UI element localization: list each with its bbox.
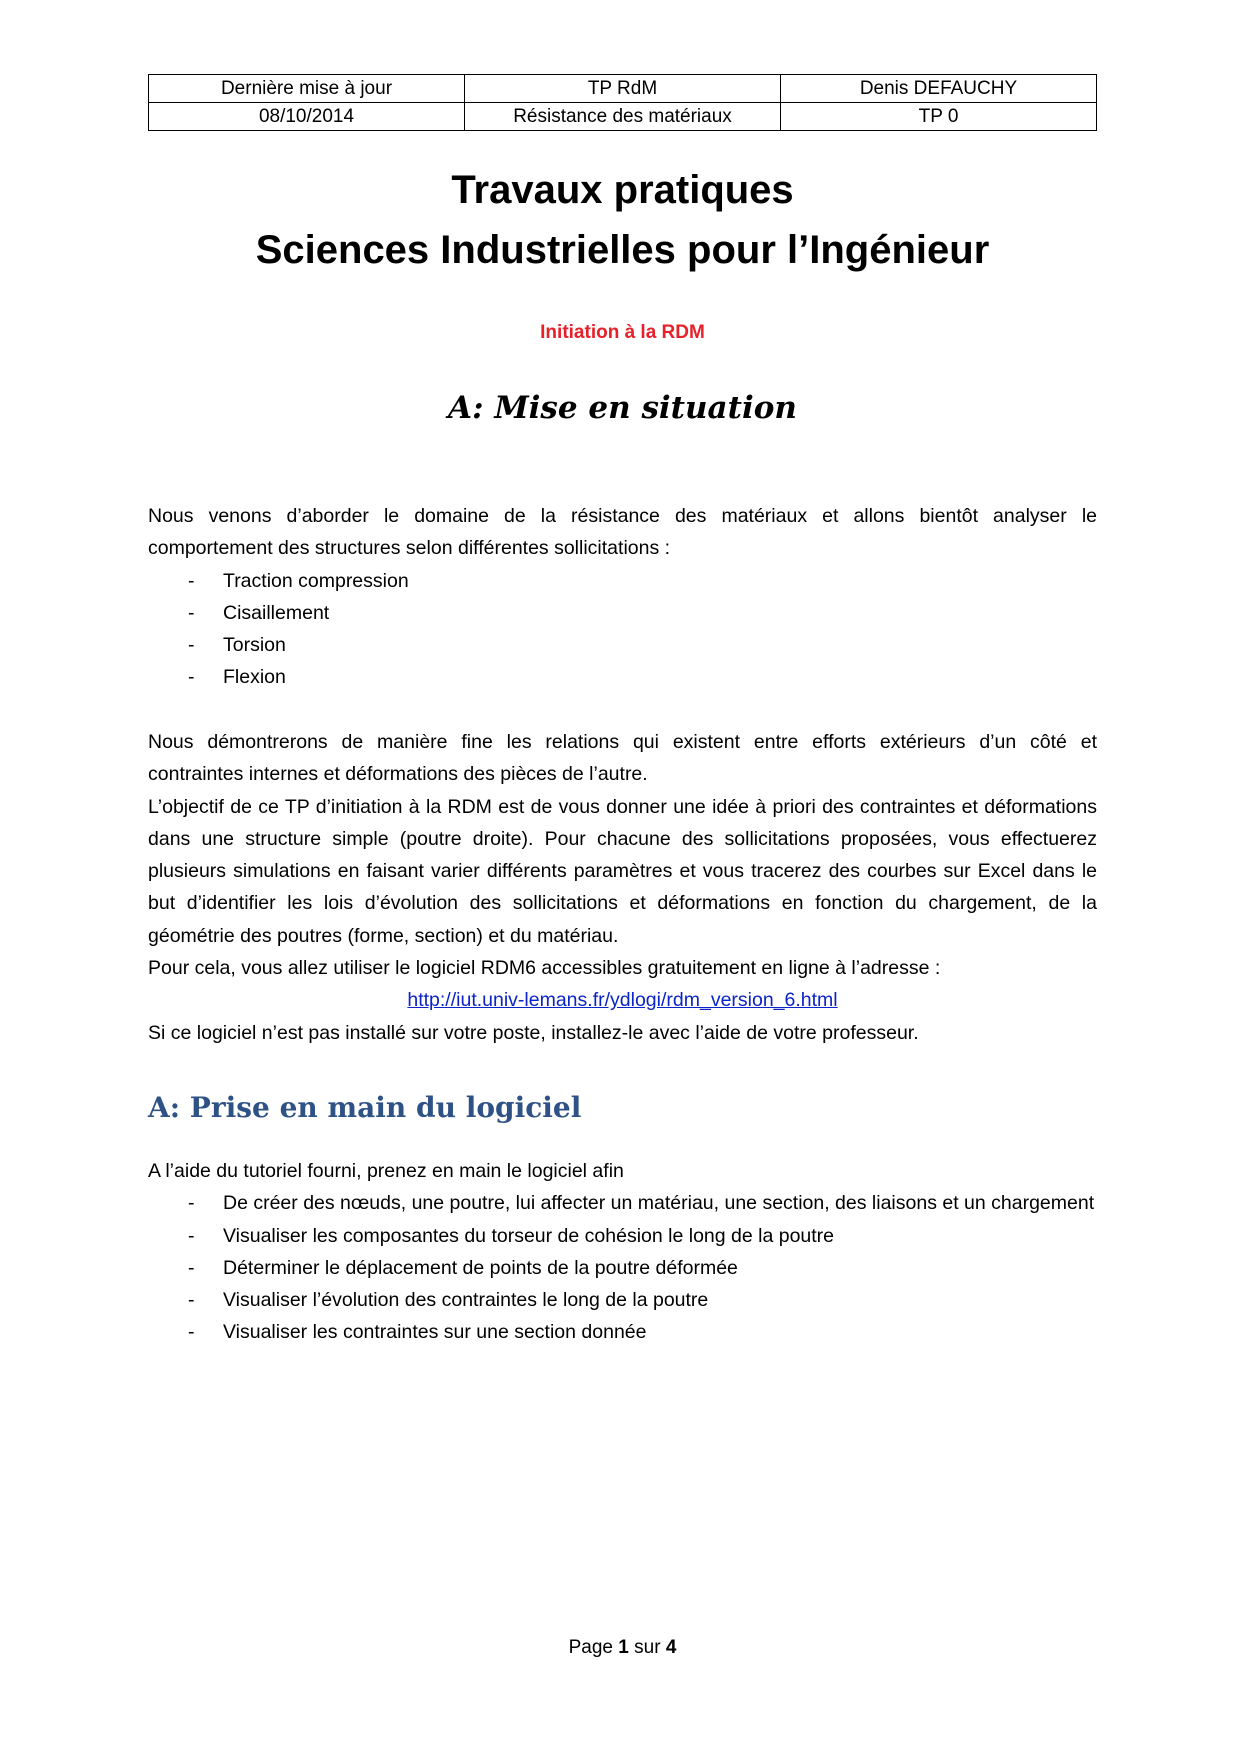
intro-paragraph bbox=[148, 500, 1097, 694]
footer-page-label: Page bbox=[568, 1637, 613, 1658]
paragraph-1-line-2: contraintes internes et déformations des pièces de l’autre. bbox=[148, 763, 648, 786]
list-item: - De créer des nœuds, une poutre, lui affecter un matériau, une section, des liaisons et un chargement bbox=[148, 1187, 1097, 1219]
link-line bbox=[148, 984, 1097, 1016]
list-dash: - bbox=[188, 1256, 195, 1279]
list-dash: - bbox=[188, 569, 195, 592]
footer-total-pages: 4 bbox=[665, 1637, 677, 1658]
section-heading-prise-en-main: A: Prise en main du logiciel bbox=[148, 1091, 582, 1124]
list-item: - Torsion bbox=[148, 629, 1097, 661]
section-b-content bbox=[148, 1155, 1097, 1349]
header-cell-last-update-label: Dernière mise à jour bbox=[149, 75, 465, 103]
header-cell-author: Denis DEFAUCHY bbox=[781, 75, 1097, 103]
list-dash: - bbox=[188, 666, 195, 689]
intro-line-2: comportement des structures selon différentes sollicitations : bbox=[148, 537, 671, 560]
paragraph-1-line-1: Nous démontrerons de manière fine les relations qui existent entre efforts extérieurs d’un côté et bbox=[148, 731, 1097, 753]
header-table bbox=[148, 74, 1097, 131]
intro-line-1: Nous venons d’aborder le domaine de la résistance des matériaux et allons bientôt analyser le bbox=[148, 505, 1097, 527]
section-heading-mise-en-situation: A: Mise en situation bbox=[448, 390, 797, 426]
list-dash: - bbox=[188, 634, 195, 657]
list-dash: - bbox=[188, 601, 195, 624]
list-dash: - bbox=[188, 1192, 195, 1215]
paragraph-3: Pour cela, vous allez utiliser le logiciel RDM6 accessibles gratuitement en ligne à l’adresse : bbox=[148, 957, 941, 980]
header-row bbox=[149, 103, 1097, 131]
header-row bbox=[149, 75, 1097, 103]
page-title-line2: Sciences Industrielles pour l’Ingénieur bbox=[255, 228, 990, 272]
subtitle: Initiation à la RDM bbox=[540, 322, 705, 343]
list-item: - Visualiser les contraintes sur une section donnée bbox=[148, 1316, 1097, 1348]
page-title-line1: Travaux pratiques bbox=[451, 168, 794, 212]
list-item: - Cisaillement bbox=[148, 597, 1097, 629]
section-b-intro: A l’aide du tutoriel fourni, prenez en main le logiciel afin bbox=[148, 1160, 624, 1182]
paragraph-4: Si ce logiciel n’est pas installé sur votre poste, installez-le avec l’aide de votre professeur. bbox=[148, 1021, 919, 1044]
page-footer bbox=[148, 1637, 1097, 1659]
header-cell-tp-number: TP 0 bbox=[781, 103, 1097, 131]
list-item: - Flexion bbox=[148, 661, 1097, 693]
header-cell-subject: Résistance des matériaux bbox=[465, 103, 781, 131]
body-paragraphs bbox=[148, 726, 1097, 1049]
list-item: - Déterminer le déplacement de points de la poutre déformée bbox=[148, 1252, 1097, 1284]
task-list bbox=[148, 1187, 1097, 1348]
list-dash: - bbox=[188, 1224, 195, 1247]
footer-current-page: 1 bbox=[618, 1637, 629, 1658]
paragraph-2: L’objectif de ce TP d’initiation à la RDM est de vous donner une idée à priori des contraintes et déformations dans une structure simple (poutre droite). Pour chacune des sollicitations proposées, vous effectuerez plusieurs simulations en faisant varier différents paramètres et vous tracerez des courbes sur Excel dans le but d’identifier les lois d’évolution des sollicitations et déformations en fonction du chargement, de la géométrie des poutres (forme, section) et du matériau. bbox=[148, 795, 1097, 947]
header-cell-date: 08/10/2014 bbox=[149, 103, 465, 131]
rdm6-download-link[interactable]: http://iut.univ-lemans.fr/ydlogi/rdm_version_6.html bbox=[407, 989, 838, 1012]
footer-sur-label: sur bbox=[634, 1637, 661, 1658]
list-item: - Traction compression bbox=[148, 565, 1097, 597]
solicitation-list bbox=[148, 565, 1097, 694]
header-cell-course: TP RdM bbox=[465, 75, 781, 103]
list-dash: - bbox=[188, 1321, 195, 1344]
list-item: - Visualiser l’évolution des contraintes le long de la poutre bbox=[148, 1284, 1097, 1316]
list-item: - Visualiser les composantes du torseur de cohésion le long de la poutre bbox=[148, 1220, 1097, 1252]
list-dash: - bbox=[188, 1289, 195, 1312]
